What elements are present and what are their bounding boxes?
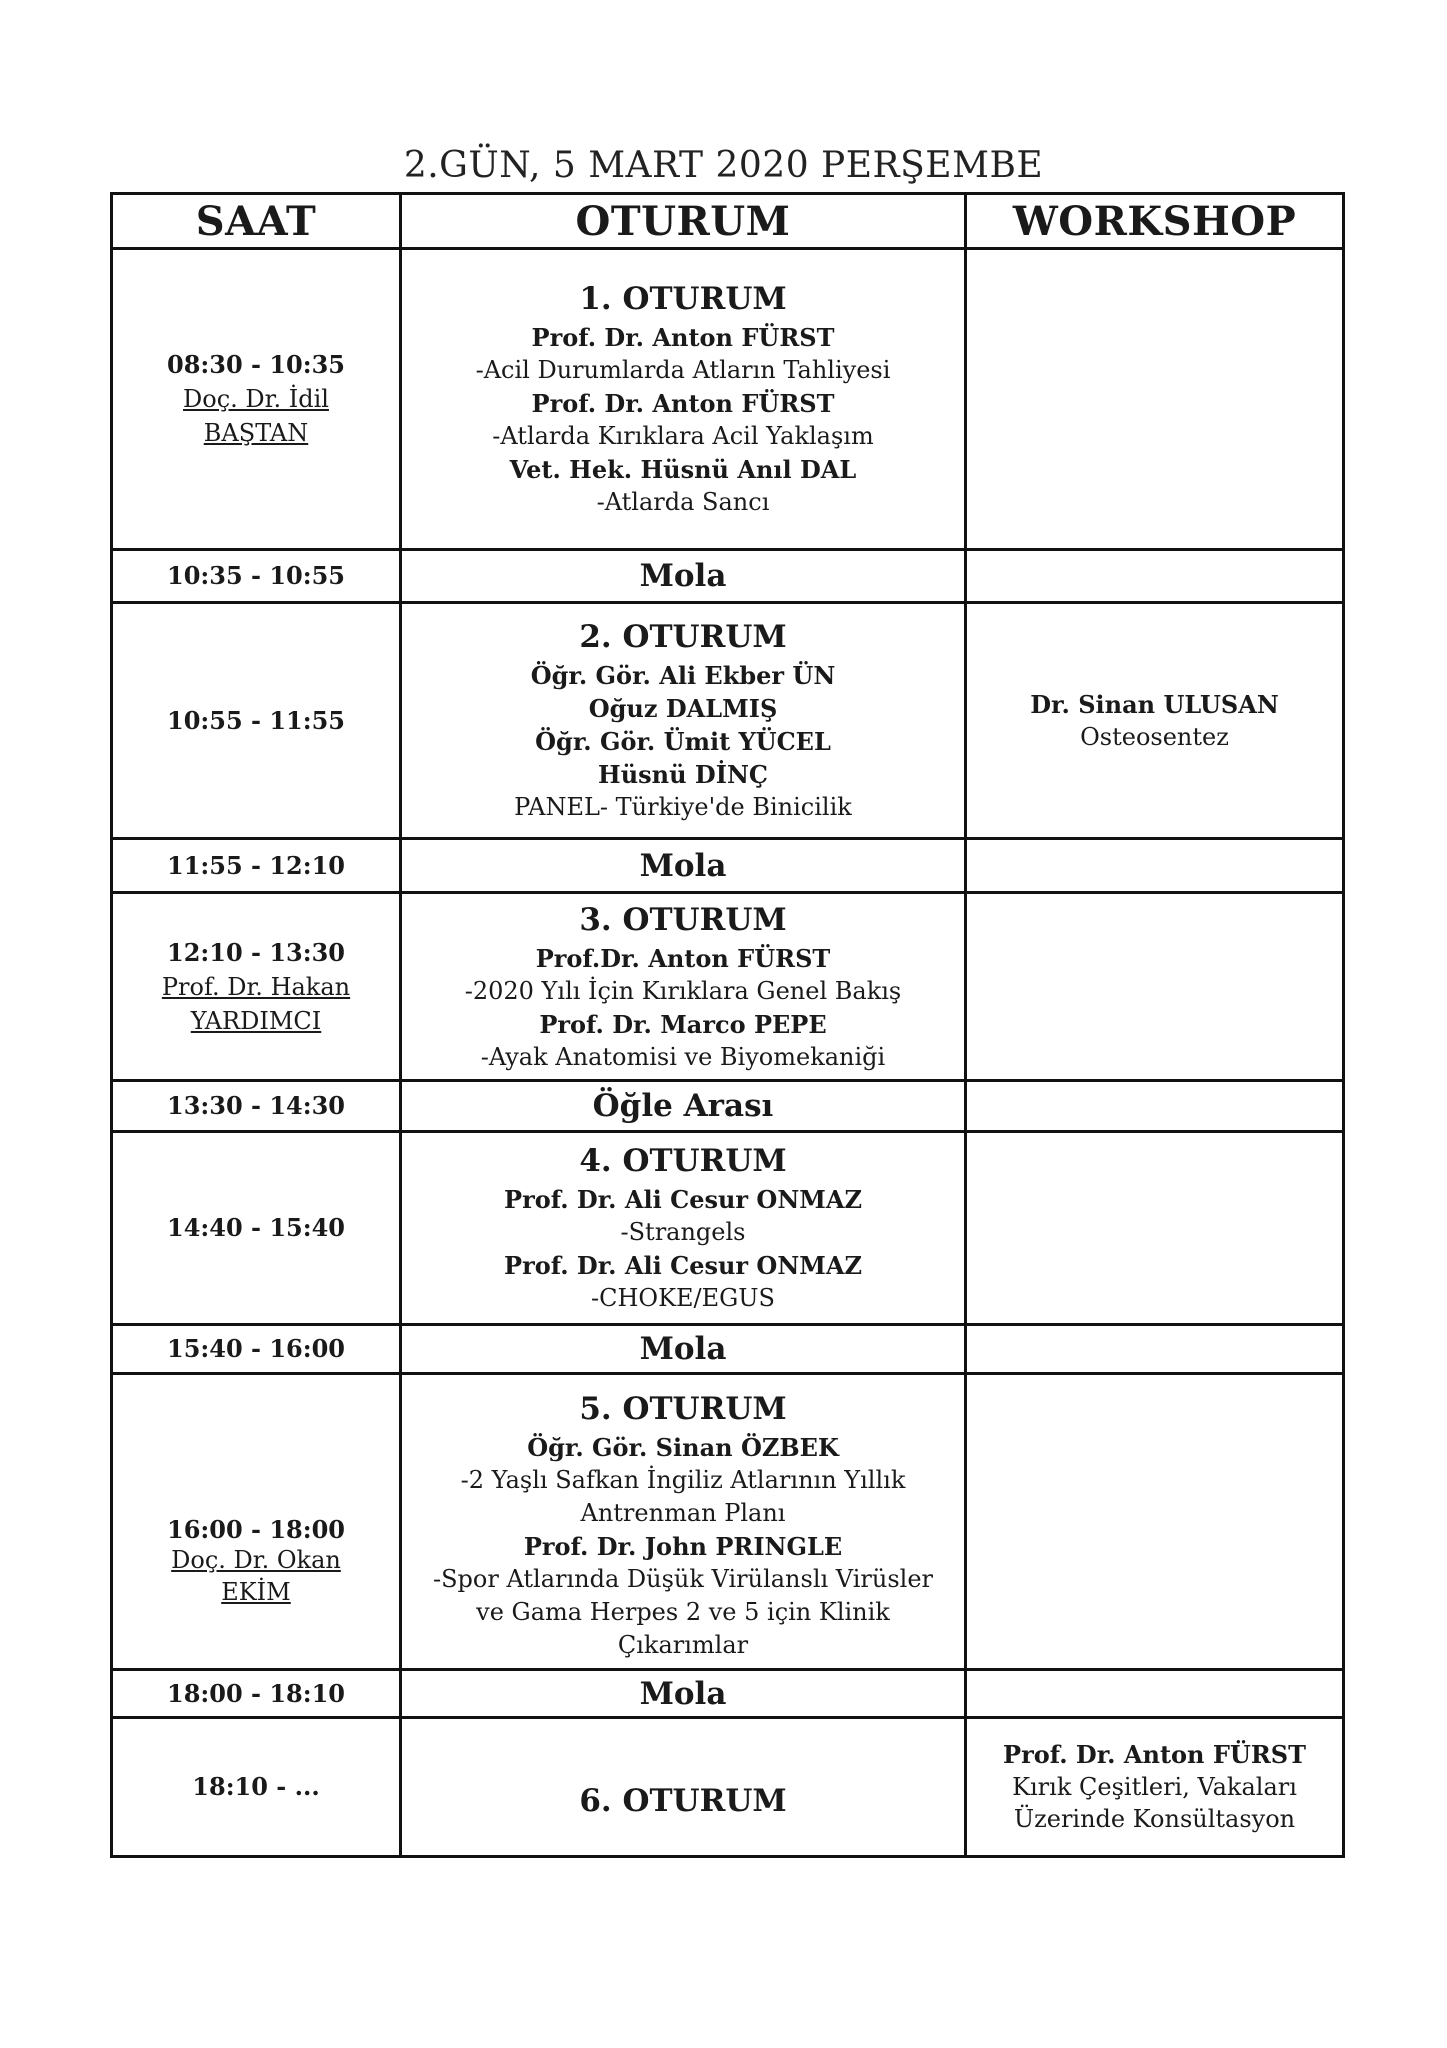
break-row	[112, 839, 1344, 893]
talk-topic: -2 Yaşlı Safkan İngiliz Atlarının Yıllık	[460, 1466, 906, 1494]
time-range: 14:40 - 15:40	[167, 1213, 345, 1242]
break-label: Mola	[639, 1331, 727, 1367]
time-cell	[112, 1132, 401, 1325]
break-label: Öğle Arası	[592, 1088, 774, 1124]
workshop-cell	[966, 839, 1344, 893]
table-row	[112, 603, 1344, 839]
table-row	[112, 1374, 1344, 1670]
header-row	[112, 194, 1344, 249]
time-cell	[112, 249, 401, 550]
speaker-name: Prof. Dr. John PRINGLE	[523, 1532, 843, 1561]
talk-topic: -Spor Atlarında Düşük Virülanslı Virüsler	[433, 1565, 933, 1593]
workshop-cell	[966, 1670, 1344, 1718]
chair-name: YARDIMCI	[190, 1006, 322, 1035]
time-range: 15:40 - 16:00	[167, 1334, 345, 1363]
time-cell	[112, 839, 401, 893]
workshop-cell	[966, 1132, 1344, 1325]
chair-name: BAŞTAN	[203, 419, 309, 447]
break-row	[112, 550, 1344, 603]
schedule-table	[110, 192, 1345, 1858]
workshop-speaker: Dr. Sinan ULUSAN	[1030, 689, 1279, 719]
table-row	[112, 893, 1344, 1081]
workshop-cell	[966, 550, 1344, 603]
session-title: 6. OTURUM	[579, 1783, 787, 1819]
time-range: 10:35 - 10:55	[167, 561, 345, 590]
speaker-name: Öğr. Gör. Sinan ÖZBEK	[527, 1433, 839, 1462]
speaker-name: Prof. Dr. Anton FÜRST	[531, 389, 835, 418]
chair-name: Doç. Dr. Okan	[171, 1545, 341, 1574]
time-range: 18:10 - ...	[192, 1772, 320, 1801]
talk-topic: -2020 Yılı İçin Kırıklara Genel Bakış	[464, 976, 902, 1005]
speaker-name: Prof. Dr. Ali Cesur ONMAZ	[504, 1185, 862, 1214]
speaker-name: Prof. Dr. Marco PEPE	[539, 1009, 827, 1039]
time-range: 11:55 - 12:10	[167, 850, 345, 880]
chair-name: Doç. Dr. İdil	[183, 385, 329, 413]
speaker-name: Öğr. Gör. Ümit YÜCEL	[535, 727, 831, 756]
session-title: 2. OTURUM	[579, 619, 787, 655]
workshop-speaker: Prof. Dr. Anton FÜRST	[1003, 1740, 1306, 1769]
break-label: Mola	[639, 558, 727, 594]
column-header-session: OTURUM	[401, 194, 966, 249]
session-cell	[401, 1374, 966, 1670]
time-range: 18:00 - 18:10	[167, 1678, 345, 1708]
workshop-cell	[966, 1081, 1344, 1132]
talk-topic: PANEL- Türkiye'de Binicilik	[514, 793, 852, 821]
workshop-cell	[966, 603, 1344, 839]
time-range: 16:00 - 18:00	[167, 1514, 345, 1544]
session-cell	[401, 839, 966, 893]
speaker-name: Prof. Dr. Ali Cesur ONMAZ	[504, 1251, 862, 1280]
session-cell	[401, 1718, 966, 1857]
page-title: 2.GÜN, 5 MART 2020 PERŞEMBE	[403, 145, 1044, 186]
workshop-topic: Üzerinde Konsültasyon	[1013, 1805, 1296, 1833]
table-row	[112, 1718, 1344, 1857]
time-cell	[112, 1718, 401, 1857]
workshop-cell	[966, 893, 1344, 1081]
table-row	[112, 1132, 1344, 1325]
workshop-topic: Kırık Çeşitleri, Vakaları	[1012, 1773, 1297, 1801]
talk-topic: -Atlarda Kırıklara Acil Yaklaşım	[492, 422, 874, 450]
column-header-time: SAAT	[112, 194, 401, 249]
session-title: 5. OTURUM	[579, 1391, 787, 1427]
time-cell	[112, 1670, 401, 1718]
break-label: Mola	[639, 1675, 727, 1712]
session-cell	[401, 1081, 966, 1132]
speaker-name: Oğuz DALMIŞ	[588, 694, 778, 723]
time-cell	[112, 550, 401, 603]
session-cell	[401, 1670, 966, 1718]
talk-topic: Çıkarımlar	[617, 1631, 749, 1659]
talk-topic: -Atlarda Sancı	[596, 488, 770, 516]
break-label: Mola	[639, 847, 727, 884]
column-header-workshop: WORKSHOP	[966, 194, 1344, 249]
time-cell	[112, 1374, 401, 1670]
session-cell	[401, 1325, 966, 1374]
workshop-cell	[966, 1325, 1344, 1374]
chair-name: EKİM	[221, 1577, 291, 1606]
break-row	[112, 1325, 1344, 1374]
time-cell	[112, 1325, 401, 1374]
time-range: 08:30 - 10:35	[167, 350, 345, 379]
workshop-topic: Osteosentez	[1080, 722, 1229, 751]
session-cell	[401, 249, 966, 550]
talk-topic: -CHOKE/EGUS	[591, 1284, 775, 1312]
time-range: 13:30 - 14:30	[167, 1091, 345, 1120]
session-title: 3. OTURUM	[579, 901, 787, 938]
speaker-name: Vet. Hek. Hüsnü Anıl DAL	[509, 455, 857, 484]
speaker-name: Hüsnü DİNÇ	[598, 760, 768, 789]
talk-topic: -Ayak Anatomisi ve Biyomekaniği	[480, 1042, 886, 1071]
workshop-cell	[966, 249, 1344, 550]
speaker-name: Prof.Dr. Anton FÜRST	[535, 943, 831, 973]
time-range: 12:10 - 13:30	[167, 937, 345, 967]
break-row	[112, 1081, 1344, 1132]
workshop-cell	[966, 1374, 1344, 1670]
session-cell	[401, 550, 966, 603]
talk-topic: ve Gama Herpes 2 ve 5 için Klinik	[476, 1598, 890, 1626]
speaker-name: Öğr. Gör. Ali Ekber ÜN	[530, 661, 836, 690]
session-cell	[401, 893, 966, 1081]
session-title: 4. OTURUM	[579, 1143, 787, 1179]
time-cell	[112, 1081, 401, 1132]
speaker-name: Prof. Dr. Anton FÜRST	[531, 323, 835, 352]
time-cell	[112, 893, 401, 1081]
workshop-cell	[966, 1718, 1344, 1857]
talk-topic: -Acil Durumlarda Atların Tahliyesi	[475, 356, 891, 384]
talk-topic: Antrenman Planı	[580, 1499, 786, 1527]
session-title: 1. OTURUM	[579, 281, 787, 317]
time-range: 10:55 - 11:55	[167, 705, 345, 735]
table-row	[112, 249, 1344, 550]
break-row	[112, 1670, 1344, 1718]
session-cell	[401, 1132, 966, 1325]
time-cell	[112, 603, 401, 839]
session-cell	[401, 603, 966, 839]
chair-name: Prof. Dr. Hakan	[161, 972, 351, 1001]
talk-topic: -Strangels	[620, 1218, 746, 1246]
